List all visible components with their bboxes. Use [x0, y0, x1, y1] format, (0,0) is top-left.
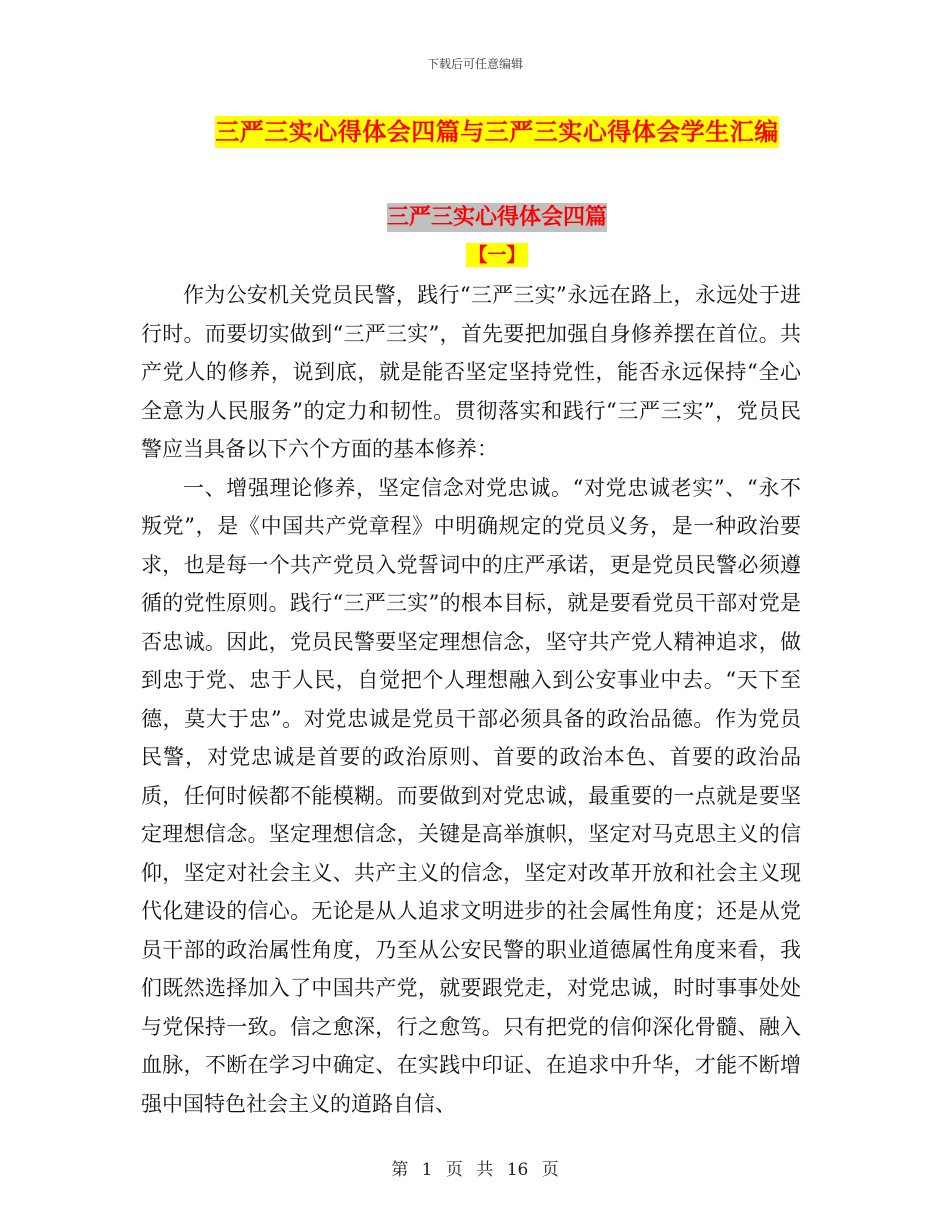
body-paragraph: 作为公安机关党员民警，践行“三严三实”永远在路上，永远处于进行时。而要切实做到“三严三实”，首先要把加强自身修养摆在首位。共产党人的修养，说到底，就是能否坚定坚持党性，能否永远保持“全心全意为人民服务”的定力和韧性。贯彻落实和践行“三严三实”，党员民警应当具备以下六个方面的基本修养：: [141, 283, 801, 461]
document-title-text: 三严三实心得体会四篇与三严三实心得体会学生汇编: [215, 118, 779, 146]
body-paragraph: 一、增强理论修养，坚定信念对党忠诚。“对党忠诚老实”、“永不叛党”，是《中国共产党章程》中明确规定的党员义务，是一种政治要求，也是每一个共产党员入党誓词中的庄严承诺，更是党员民警必须遵循的党性原则。践行“三严三实”的根本目标，就是要看党员干部对党是否忠诚。因此，党员民警要坚定理想信念，坚守共产党人精神追求，做到忠于党、忠于人民，自觉把个人理想融入到公安事业中去。“天下至德，莫大于忠”。对党忠诚是党员干部必须具备的政治品德。作为党员民警，对党忠诚是首要的政治原则、首要的政治本色、首要的政治品质，任何时候都不能模糊。而要做到对党忠诚，最重要的一点就是要坚定理想信念。坚定理想信念，关键是高举旗帜，坚定对马克思主义的信仰，坚定对社会主义、共产主义的信念，坚定对改革开放和社会主义现代化建设的信心。无论是从人追求文明进步的社会属性角度；还是从党员干部的政治属性角度，乃至从公安民警的职业道德属性角度来看，我们既然选择加入了中国共产党，就要跟党走，对党忠诚，时时事事处处与党保持一致。信之愈深，行之愈笃。只有把党的信仰深化骨髓、融入血脉，不断在学习中确定、在实践中印证、在追求中升华，才能不断增强中国特色社会主义的道路自信、: [141, 475, 801, 1116]
document-title: [0, 112, 950, 147]
document-body: [141, 276, 801, 1123]
page-footer: 第 1 页 共 16 页: [391, 1160, 559, 1180]
section-title-text: 三严三实心得体会四篇: [386, 205, 607, 230]
section-title: [0, 200, 950, 231]
section-number: [0, 240, 950, 267]
page-header-note: 下载后可任意编辑: [426, 57, 523, 71]
section-number-text: 【一】: [468, 244, 526, 266]
